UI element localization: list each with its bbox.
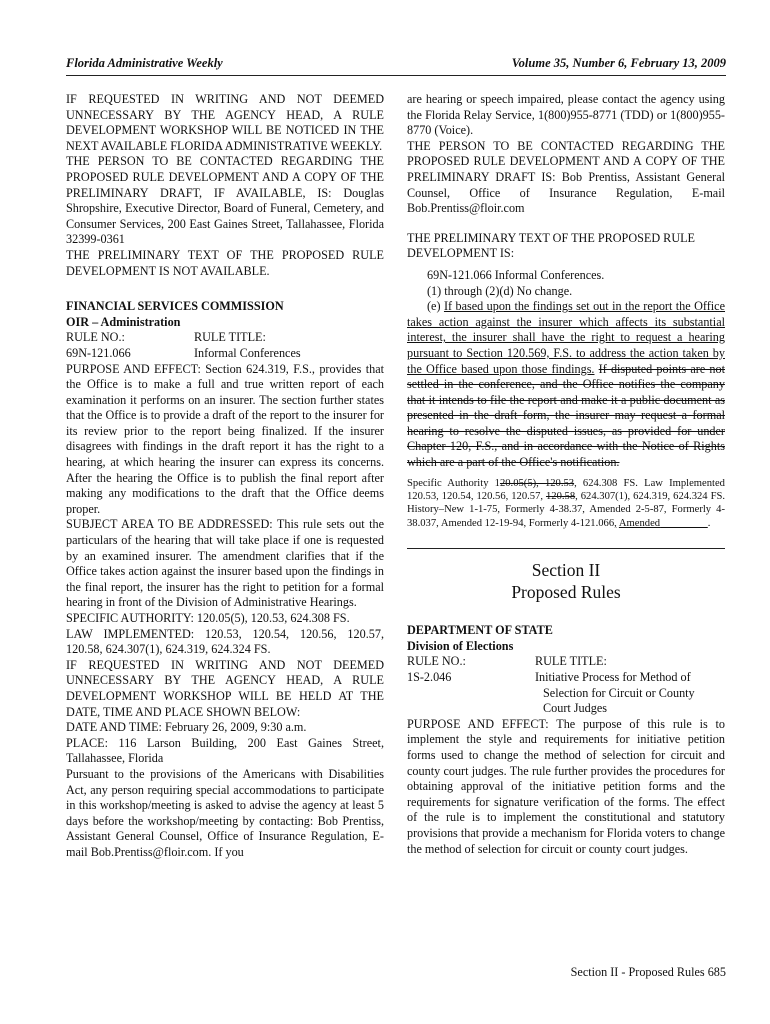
history-text-3: , 624.307(1), 624.319, 624.324 FS. History–New 1-1-75, Formerly 4-38.37, Amended 2-5-87, Formerly 4-38.037, Amended 12-19-94, Formerly 4-121.066 bbox=[407, 491, 725, 529]
rule-subsection-1: (1) through (2)(d) No change. bbox=[427, 283, 573, 298]
preliminary-text-paragraph: THE PRELIMINARY TEXT OF THE PROPOSED RULE DEVELOPMENT IS NOT AVAILABLE. bbox=[66, 247, 384, 278]
history-deleted-1: 20.05(5), 120.53 bbox=[499, 477, 575, 489]
purpose-paragraph: PURPOSE AND EFFECT: Section 624.319, F.S., provides that the Office is to make a full and true written report of each examination it performs on an insurer. The section further states that the Office is to provide a draft of the report to the insurer for its review prior to the report being finalized. If the insurer disagrees with findings in the draft report it has the right to a hearing, at which hearing the insurer can express its concerns. After the hearing the Office is to publish the final report after making any modifications to the draft that the Office deems proper. bbox=[66, 361, 384, 516]
rule-no-label: RULE NO.: bbox=[66, 330, 125, 345]
specific-authority: SPECIFIC AUTHORITY: 120.05(5), 120.53, 624.308 FS. bbox=[66, 611, 350, 625]
rule-title: Informal Conferences bbox=[194, 345, 301, 360]
rule-label-row bbox=[66, 330, 384, 346]
right-column bbox=[407, 92, 725, 857]
section-number: Section II bbox=[531, 560, 601, 581]
rule-no-label-2: RULE NO.: bbox=[407, 654, 466, 669]
history-text-2: , 624.308 FS. Law Implemented 120.53, 120.54, 120.56, 120.57, bbox=[407, 477, 725, 503]
date-and-time: DATE AND TIME: February 26, 2009, 9:30 a.m. bbox=[66, 720, 307, 735]
section-title bbox=[407, 559, 725, 603]
purpose-paragraph-2: PURPOSE AND EFFECT: The purpose of this rule is to implement the style and requirements for initiative petition forms used to change the method of selection for circuit and county court judges. The rule further provides the procedures for obtaining approval of the initiative petition forms and the requirements for signature verification of the forms. The effect of the rule is to implement the constitutional and statutory provisions that provide a mechanism for Florida voters to change the method of selection for circuit or county court judges. bbox=[407, 716, 725, 856]
rule-label-row-2 bbox=[407, 654, 725, 670]
rule-no-2: 1S-2.046 bbox=[407, 670, 452, 685]
history-added-comma: , bbox=[614, 517, 617, 529]
agency-name: FINANCIAL SERVICES COMMISSION bbox=[66, 299, 284, 314]
section-name: Proposed Rules bbox=[511, 582, 621, 603]
rule-title-line-3: Court Judges bbox=[543, 701, 607, 716]
page-header bbox=[66, 56, 726, 76]
history-text-1: Specific Authority 1 bbox=[407, 477, 500, 489]
history-added-amended: Amended bbox=[618, 517, 661, 529]
law-implemented: LAW IMPLEMENTED: 120.53, 120.54, 120.56, 120.57, 120.58, 624.307(1), 624.319, 624.324 FS. bbox=[66, 626, 384, 657]
issue-info: Volume 35, Number 6, February 13, 2009 bbox=[511, 56, 726, 70]
division-name-2: Division of Elections bbox=[407, 638, 514, 653]
deleted-text: If disputed points are not settled in the conference, and the Office notifies the company that it intends to file the report and make it a public document as presented in the draft form, the insurer may request a formal hearing to resolve the disputed issues, as provided for under Chapter 120, F.S., and in accordance with the Notice of Rights which are a part of the Office's notification. bbox=[407, 361, 725, 470]
rule-title-label-2: RULE TITLE: bbox=[535, 654, 607, 669]
rule-title-line-1: Initiative Process for Method of bbox=[535, 670, 691, 685]
page-footer: Section II - Proposed Rules 685 bbox=[570, 965, 726, 979]
ada-paragraph: Pursuant to the provisions of the Americans with Disabilities Act, any person requiring special accommodations to participate in this workshop/meeting is asked to advise the agency at least 5 days before the workshop/meeting by contacting: Bob Prentiss, Assistant General Counsel, Office of Insurance Regulation, E-mail Bob.Prentiss@floir.com. If you bbox=[66, 766, 384, 859]
workshop-notice-paragraph: IF REQUESTED IN WRITING AND NOT DEEMED UNNECESSARY BY THE AGENCY HEAD, A RULE DEVELOPMENT WORKSHOP WILL BE NOTICED IN THE NEXT AVAILABLE FLORIDA ADMINISTRATIVE WEEKLY. bbox=[66, 92, 384, 153]
contact-paragraph-2: THE PERSON TO BE CONTACTED REGARDING THE PROPOSED RULE DEVELOPMENT AND A COPY OF THE PRELIMINARY DRAFT IS: Bob Prentiss, Assistant General Counsel, Office of Insurance Regulation, E-mail Bob.Prentiss@floir.com bbox=[407, 138, 725, 216]
place: PLACE: 116 Larson Building, 200 East Gaines Street, Tallahassee, Florida bbox=[66, 735, 384, 766]
subject-area-paragraph: SUBJECT AREA TO BE ADDRESSED: This rule sets out the particulars of the hearing that will take place if one is requested by an examined insurer. The amendment clarifies that if the Office takes action against the insurer based upon the findings in the final report, the insurer has the right to petition for a formal hearing in front of the Division of Administrative Hearings. bbox=[66, 517, 384, 610]
publication-title: Florida Administrative Weekly bbox=[66, 56, 223, 70]
rule-subsection-e bbox=[407, 299, 725, 471]
rule-no: 69N-121.066 bbox=[66, 345, 131, 360]
section-divider bbox=[407, 548, 725, 549]
rule-title-label: RULE TITLE: bbox=[194, 330, 266, 345]
subsection-e-prefix: (e) bbox=[427, 299, 444, 314]
preliminary-text-heading: THE PRELIMINARY TEXT OF THE PROPOSED RULE DEVELOPMENT IS: bbox=[407, 230, 696, 261]
rule-text-heading: 69N-121.066 Informal Conferences. bbox=[427, 267, 605, 282]
workshop-held-paragraph: IF REQUESTED IN WRITING AND NOT DEEMED UNNECESSARY BY THE AGENCY HEAD, A RULE DEVELOPMENT WORKSHOP WILL BE HELD AT THE DATE, TIME AND PLACE SHOWN BELOW: bbox=[66, 657, 384, 719]
ada-continued: are hearing or speech impaired, please contact the agency using the Florida Relay Service, 1(800)955-8771 (TDD) or 1(800)955-8770 (Voice). bbox=[407, 92, 725, 138]
left-column bbox=[66, 92, 384, 861]
history-deleted-2: 120.58 bbox=[545, 491, 576, 503]
history-blank-date bbox=[660, 518, 708, 529]
rule-title-line-2: Selection for Circuit or County bbox=[543, 685, 695, 700]
division-name: OIR – Administration bbox=[66, 314, 181, 329]
department-name: DEPARTMENT OF STATE bbox=[407, 623, 553, 638]
rule-title-2 bbox=[535, 670, 725, 717]
history-end: . bbox=[707, 517, 711, 529]
rule-value-row-2 bbox=[407, 670, 725, 717]
rule-history bbox=[407, 477, 725, 531]
added-text: If based upon the findings set out in the report the Office takes action against the insurer which affects its substantial interest, the insurer shall have the right to request a hearing pursuant to Section 120.569, F.S. to address the action taken by the Office based upon those findings. bbox=[407, 299, 726, 376]
rule-value-row bbox=[66, 346, 384, 362]
contact-paragraph: THE PERSON TO BE CONTACTED REGARDING THE PROPOSED RULE DEVELOPMENT AND A COPY OF THE PRELIMINARY DRAFT, IF AVAILABLE, IS: Douglas Shropshire, Executive Director, Board of Funeral, Cemetery, and Consumer Services, 200 East Gaines Street, Tallahassee, Florida 32399-0361 bbox=[66, 154, 384, 247]
